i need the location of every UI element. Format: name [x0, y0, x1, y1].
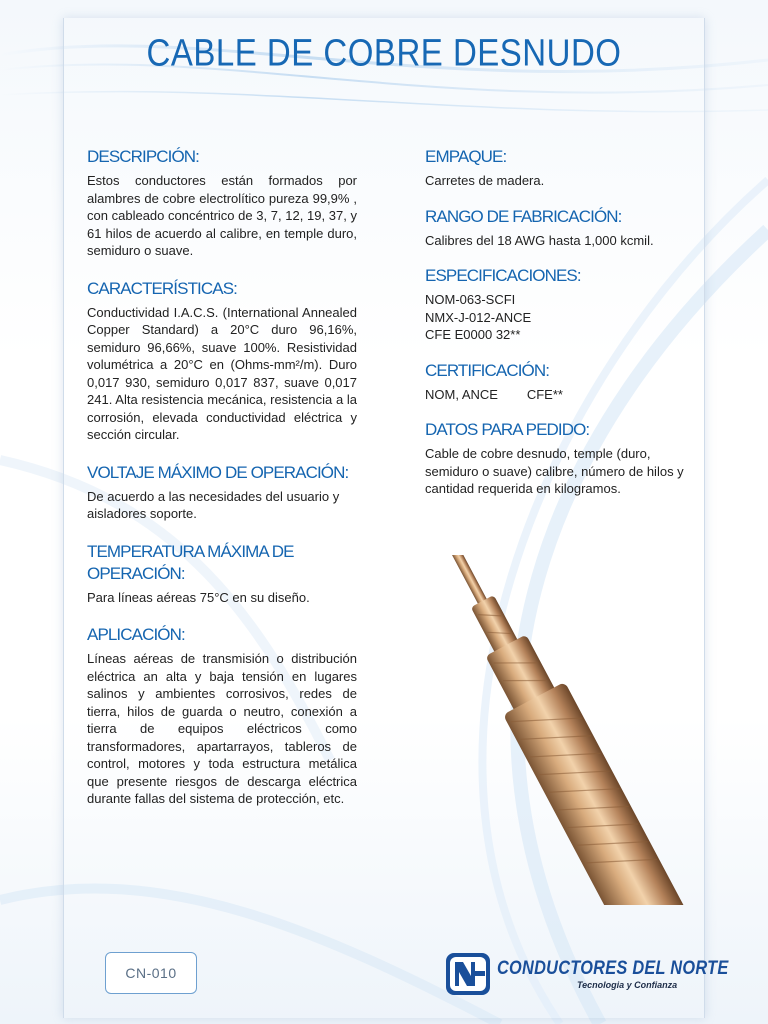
company-tagline: Tecnologia y Confianza — [577, 980, 678, 990]
section-especificaciones — [425, 265, 695, 344]
section-rango — [425, 206, 695, 250]
section-body: Conductividad I.A.C.S. (International Annealed Copper Standard) a 20°C duro 96,16%, semiduro 96,66%, suave 100%. Resistividad volumétrica a 20°C en (Ohms-mm²/m). Duro 0,017 930, semiduro 0,017 837, suave 0,017 241. Alta resistencia mecánica, resistencia a la corrosión, elevada conductividad eléctrica y sección circular. — [87, 304, 357, 442]
section-caracteristicas — [87, 278, 357, 444]
spec-item: CFE E0000 32** — [425, 327, 521, 342]
section-aplicacion — [87, 624, 357, 808]
section-body: Estos conductores están formados por alambres de cobre electrolítico pureza 99,9% , con cableado concéntrico de 3, 7, 12, 19, 37, y 61 hilos de acuerdo al calibre, en temple duro, semiduro o suave. — [87, 173, 357, 258]
section-body: Líneas aéreas de transmisión o distribución eléctrica an alta y baja tensión en lugares salinos y ambientes corrosivos, redes de tierra, hilos de guarda o neutro, conexión a tierra de equipos eléctricos como transformadores, apartarrayos, tableros de control, motores y toda estructura metálica que presente riesgos de descarga eléctrica durante fallas del sistema de protección, etc. — [87, 651, 357, 806]
section-body: NOM, ANCE CFE** — [425, 386, 563, 402]
section-heading: CARACTERÍSTICAS: — [87, 278, 237, 298]
section-empaque — [425, 146, 695, 190]
spec-item: NMX-J-012-ANCE — [425, 309, 532, 325]
section-heading: EMPAQUE: — [425, 147, 507, 166]
left-column — [87, 146, 357, 826]
company-logo — [445, 952, 729, 996]
section-heading: DATOS PARA PEDIDO: — [425, 420, 590, 439]
section-body: Cable de cobre desnudo, temple (duro, semiduro o suave) calibre, número de hilos y cantidad requerida en kilogramos. — [425, 446, 684, 496]
section-heading: APLICACIÓN: — [87, 625, 185, 644]
cn-logo-icon — [445, 952, 491, 996]
section-body: Carretes de madera. — [425, 173, 545, 188]
section-voltaje — [87, 462, 357, 523]
section-descripcion — [87, 146, 357, 260]
spec-item: NOM-063-SCFI — [425, 292, 516, 307]
section-body: De acuerdo a las necesidades del usuario y aisladores soporte. — [87, 488, 340, 521]
section-temperatura — [87, 541, 357, 607]
section-datos-pedido — [425, 419, 695, 498]
company-name: CONDUCTORES DEL NORTE — [497, 958, 729, 979]
section-heading: RANGO DE FABRICACIÓN: — [425, 206, 622, 226]
section-heading: CERTIFICACIÓN: — [425, 360, 550, 380]
section-certificacion — [425, 360, 695, 404]
copper-cable-image — [430, 555, 710, 905]
section-body: Calibres del 18 AWG hasta 1,000 kcmil. — [425, 232, 654, 248]
section-body: Para líneas aéreas 75°C en su diseño. — [87, 589, 310, 605]
section-heading: DESCRIPCIÓN: — [87, 147, 199, 166]
section-heading: VOLTAJE MÁXIMO DE OPERACIÓN: — [87, 462, 349, 482]
section-heading: TEMPERATURA MÁXIMA DE OPERACIÓN: — [87, 541, 294, 583]
right-column — [425, 146, 695, 514]
document-code: CN-010 — [105, 952, 197, 994]
section-heading: ESPECIFICACIONES: — [425, 266, 581, 285]
page-title: CABLE DE COBRE DESNUDO — [146, 31, 622, 74]
spec-list — [425, 291, 695, 344]
